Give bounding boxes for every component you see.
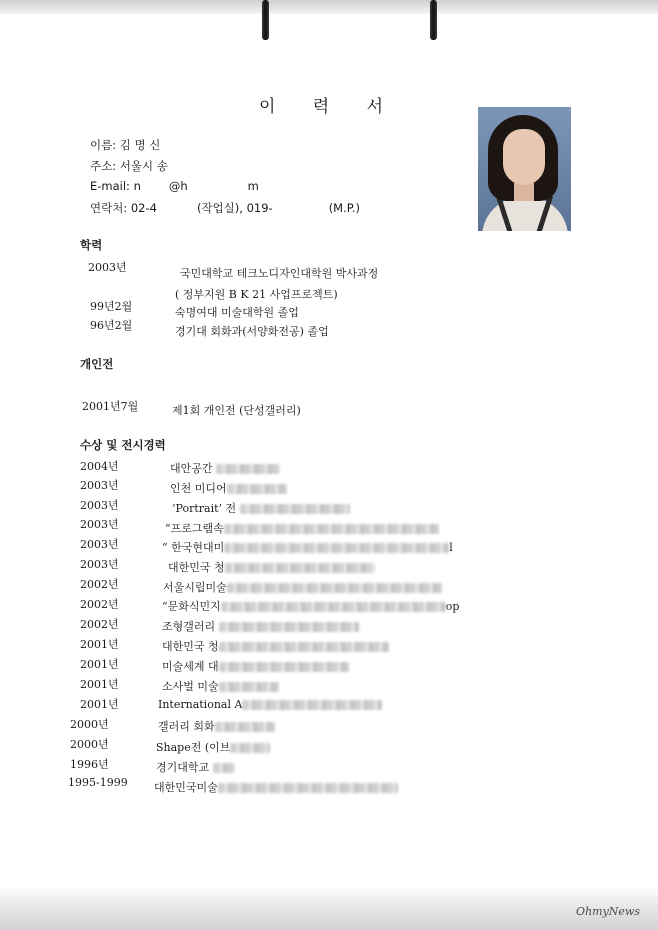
award-year: 2003년 (80, 499, 119, 512)
award-entry: 대안공간 (170, 460, 280, 476)
award-year: 2003년 (80, 558, 119, 571)
award-year: 2003년 (80, 538, 119, 551)
award-year: 2002년 (80, 618, 119, 631)
award-year: 2001년 (80, 658, 119, 671)
phone-part-3: (M.P.) (328, 201, 361, 215)
award-year: 2001년 (80, 638, 119, 651)
award-entry: “문화식민지 op (162, 600, 460, 613)
solo-exhibition-heading: 개인전 (80, 357, 114, 371)
award-year: 2002년 (80, 578, 119, 591)
award-entry: 대한민국 청 (168, 559, 375, 575)
redaction (141, 182, 169, 192)
page-top-edge (0, 0, 658, 14)
profile-photo (478, 107, 571, 231)
award-year: 2001년 (80, 678, 119, 691)
address-text: 주소: 서울시 송 (90, 159, 168, 173)
email-part-2: @h (168, 179, 188, 193)
award-year: 2003년 (80, 479, 119, 492)
document-title: 이 력 서 (258, 97, 400, 117)
award-year: 2003년 (80, 518, 119, 531)
award-entry: 조형갤러리 (162, 618, 359, 634)
award-entry: “프로그램속 (165, 520, 439, 536)
award-entry: 소사벌 미술 (162, 678, 279, 694)
award-year: 2000년 (70, 738, 109, 751)
award-year: 2002년 (80, 598, 119, 611)
award-entry: 미술세계 대 (162, 658, 349, 674)
education-year: 99년2월 (90, 300, 133, 313)
phone-part-1: 연락처: 02-4 (90, 201, 157, 215)
awards-heading: 수상 및 전시경력 (80, 438, 166, 452)
email-part-3: m (247, 179, 259, 193)
education-entry: 국민대학교 테크노디자인대학원 박사과정 (180, 267, 379, 280)
name-line: 이름: 김 명 신 (90, 138, 161, 152)
binder-clip-left (262, 0, 269, 40)
address-line (90, 158, 168, 174)
redaction (188, 182, 248, 192)
email-part-1: E-mail: n (90, 179, 141, 193)
education-entry: ( 정부지원 B K 21 사업프로젝트) (175, 288, 338, 301)
award-entry: 서울시립미술 (163, 579, 442, 595)
award-entry: 경기대학교 (156, 759, 235, 775)
education-year: 2003년 (88, 261, 127, 274)
binder-clip-right (430, 0, 437, 40)
award-entry: “ 한국현대미 l (162, 541, 453, 554)
award-entry: 대한민국미술 (154, 779, 398, 795)
award-year: 2001년 (80, 698, 119, 711)
page-bottom-edge (0, 886, 658, 930)
email-line (90, 179, 259, 193)
redaction (273, 204, 329, 214)
education-heading: 학력 (80, 238, 103, 252)
watermark-logo: OhmyNews (576, 905, 640, 918)
education-entry: 경기대 회화과(서양화전공) 졸업 (175, 325, 329, 338)
redaction (157, 204, 197, 214)
award-year: 1996년 (70, 758, 109, 771)
award-entry: 인천 미디어 (170, 480, 287, 496)
solo-entry: 제1회 개인전 (단성갤러리) (172, 404, 301, 417)
award-entry: Shape전 (이브 (156, 739, 270, 755)
award-year: 2000년 (70, 718, 109, 731)
award-entry: 갤러리 회화 (158, 718, 275, 734)
award-entry: 대한민국 청 (162, 638, 389, 654)
phone-line (90, 200, 360, 216)
award-year: 2004년 (80, 460, 119, 473)
award-entry: International A (158, 698, 382, 711)
award-entry: ‘Portrait’ 전 (172, 500, 350, 516)
education-entry: 숙명여대 미술대학원 졸업 (175, 306, 299, 319)
award-year: 1995-1999 (68, 776, 128, 789)
phone-part-2: (작업실), 019- (196, 201, 273, 215)
solo-year: 2001년7월 (82, 400, 139, 413)
education-year: 96년2월 (90, 319, 133, 332)
